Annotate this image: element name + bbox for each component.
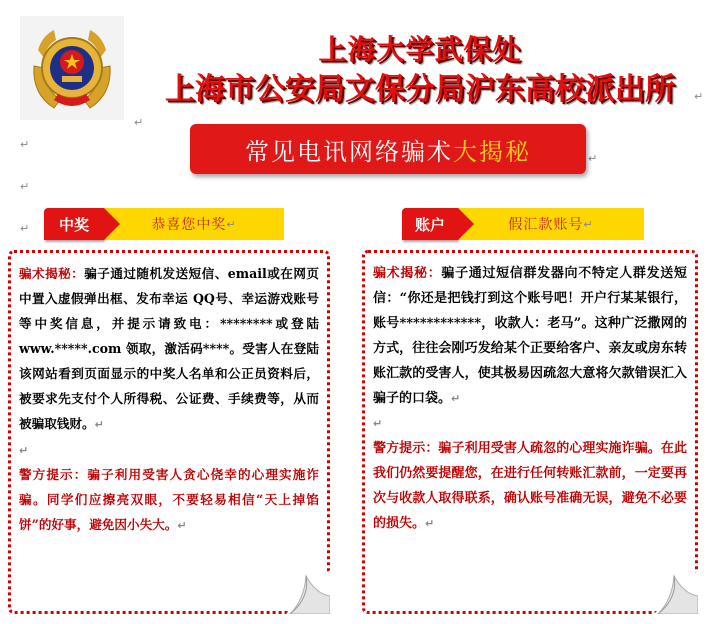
paragraph-mark-icon: ↵ [425, 517, 435, 530]
title-line-2: 上海市公安局文保分局沪东高校派出所 [165, 72, 675, 107]
scam-card-prize [8, 250, 330, 614]
paragraph-mark-icon: ↵ [20, 138, 30, 151]
police-emblem-icon [20, 16, 124, 120]
scam-card-account [362, 250, 698, 614]
scam-label: 骗术揭秘： [373, 266, 442, 281]
paragraph-mark-icon: ↵ [583, 217, 594, 231]
tab-caption-text: 假汇款账号 [508, 217, 584, 233]
page-curl-icon [286, 570, 330, 614]
headline-banner [190, 124, 586, 174]
warning-text: 警方提示：骗子利用受害人疏忽的心理实施诈骗。在此我们仍然要提醒您，在进行任何转账汇款前，一定要再次与收款人取得联系，确认账号准确无误，避免不必要的损失。 [373, 441, 687, 531]
card-body [19, 261, 319, 538]
scam-description [19, 261, 319, 437]
card-body [373, 261, 687, 536]
banner-accent-text: 大揭秘 [453, 137, 531, 166]
tab-caption [458, 208, 644, 240]
warning-text: 警方提示：骗子利用受害人贪心侥幸的心理实施诈骗。同学们应擦亮双眼，不要轻易相信“天上掉馅饼”的好事，避免因小失大。 [19, 467, 319, 532]
paragraph-mark-icon: ↵ [19, 444, 29, 457]
tab-label: 账户 [402, 208, 458, 240]
title-line-1: 上海大学武保处 [318, 33, 522, 66]
paragraph-mark-icon: ↵ [588, 152, 598, 165]
police-warning [373, 436, 687, 536]
paragraph-mark-icon: ↵ [20, 222, 30, 235]
paragraph-mark-icon: ↵ [94, 418, 104, 431]
paragraph-mark-icon: ↵ [134, 116, 144, 129]
paragraph-mark-icon: ↵ [226, 217, 237, 231]
page-curl-icon [654, 570, 698, 614]
scam-text: 骗子通过随机发送短信、email或在网页中置入虚假弹出框、发布幸运 QQ号、幸运游戏账号等中奖信息，并提示请致电：********或登陆 www.*****.com 领取，激活码****。受害人在登陆该网站看到页面显示的中奖人名单和公正员资料后，被要求先支付个人所得税、公证费、手续费等，从而被骗取钱财。 [19, 266, 319, 431]
paragraph-mark-icon: ↵ [694, 90, 704, 103]
scam-label: 骗术揭秘： [19, 266, 85, 281]
scam-text: 骗子通过短信群发器向不特定人群发送短信：“你还是把钱打到这个账号吧！开户行某某银行，账号************，收款人：老马”。这种广泛撒网的方式，往往会刚巧发给某个正要给客户、亲友或房东转账汇款的受害人，使其极易因疏忽大意将欠款错误汇入骗子的口袋。 [373, 266, 687, 406]
blank-line [19, 437, 319, 462]
blank-line [373, 411, 687, 436]
paragraph-mark-icon: ↵ [451, 392, 461, 405]
category-tab-account [402, 208, 644, 240]
paragraph-mark-icon: ↵ [20, 180, 30, 193]
paragraph-mark-icon: ↵ [177, 519, 187, 532]
banner-main-text: 常见电讯网络骗术 [245, 137, 453, 166]
tab-caption [104, 208, 284, 240]
category-tab-prize [44, 208, 284, 240]
tab-caption-text: 恭喜您中奖 [151, 217, 227, 233]
scam-description [373, 261, 687, 411]
tab-label: 中奖 [44, 208, 104, 240]
police-warning [19, 462, 319, 538]
paragraph-mark-icon: ↵ [373, 417, 383, 430]
